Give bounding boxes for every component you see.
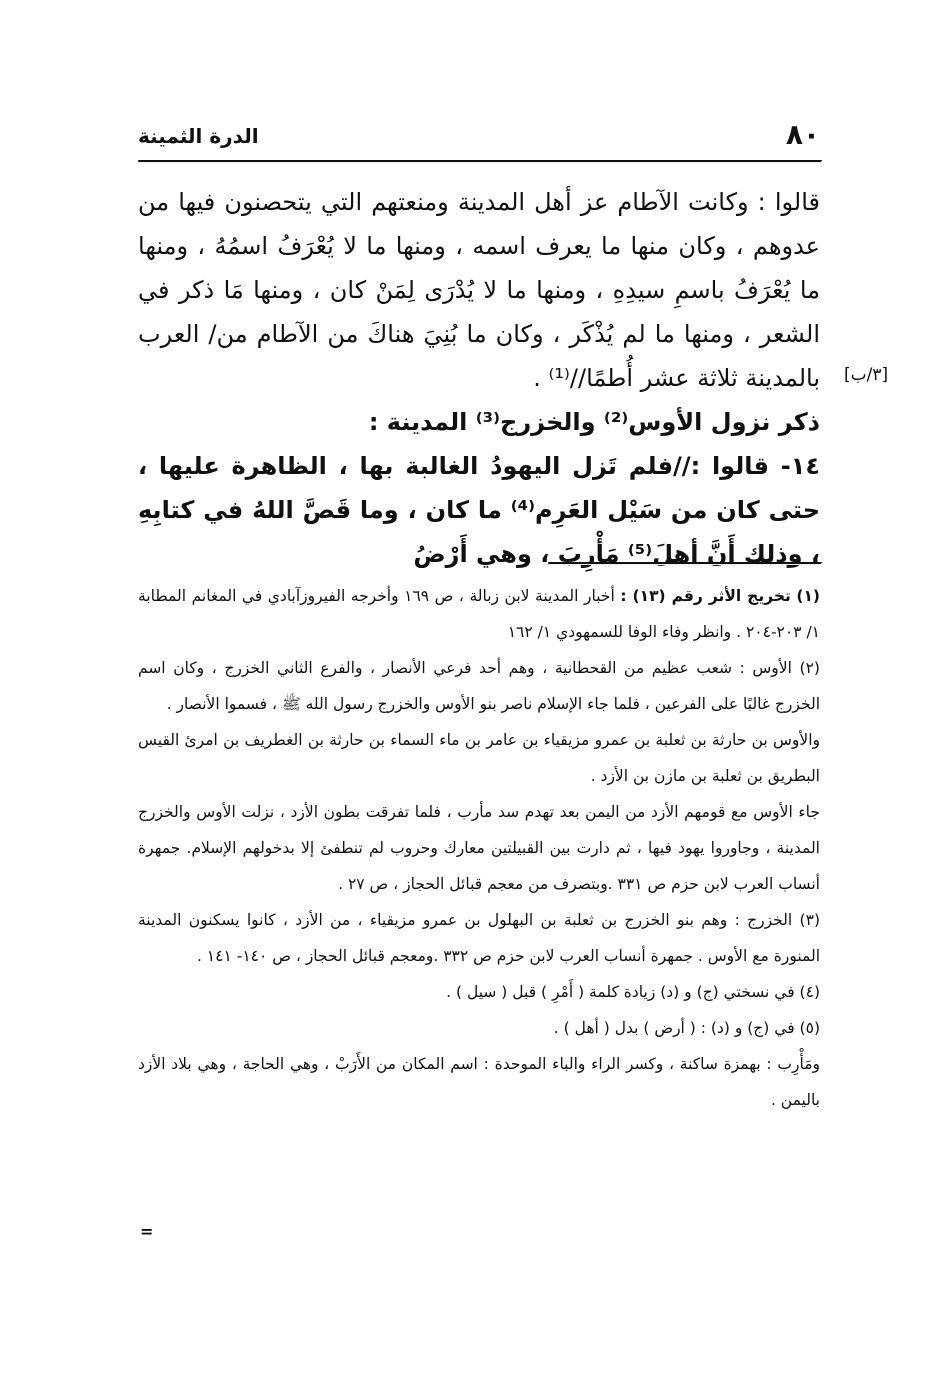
footnote-4: [138, 974, 820, 1010]
footnote-2-number: (٢): [799, 659, 820, 677]
page-header: [138, 118, 820, 156]
footnote-2-paragraph-3: جاء الأوس مع قومهم الأزد من اليمن بعد تهدم سد مأرب ، فلما تفرقت بطون الأزد ، نزلت الأوس والخزرج المدينة ، وجاوروا يهود فيها ، ثم دارت بين القبيلتين معارك وحروب لم تنطفئ إلا بدخولهم الإسلام. جمهرة أنساب العرب لابن حزم ص ٣٣١ .وبتصرف من معجم قبائل الحجاز ، ص ٢٧ .: [138, 803, 820, 893]
footnote-3-number: (٣): [799, 911, 820, 929]
footnote-2: [138, 650, 820, 722]
footnote-1-number: (١): [796, 587, 821, 605]
manuscript-folio-reference: [٣/ب]: [844, 365, 889, 385]
footnote-5-number: (٥): [799, 1019, 820, 1037]
footnote-5-text: في (ج) و (د) : ( أرض ) بدل ( أهل ) .: [553, 1019, 795, 1037]
footnote-4-text: في نسختي (ج) و (د) زيادة كلمة ( أَمْرِ ) قبل ( سيل ) .: [446, 983, 795, 1001]
footnotes: [138, 578, 820, 1118]
footnote-1-text: أخبار المدينة لابن زبالة ، ص ١٦٩ وأخرجه الفيروزآبادي في المغانم المطابة ١/ ٢٠٣-٢٠٤ . وانظر وفاء الوفا للسمهودي ١/ ١٦٢: [138, 587, 820, 641]
footnote-5-paragraph-2: ومَأْرِب : بهمزة ساكنة ، وكسر الراء والباء الموحدة : اسم المكان من الأَرَبْ ، وهي الحاجة ، وهي بلاد الأزد باليمن .: [138, 1055, 820, 1109]
footnote-2-text: الأوس : شعب عظيم من القحطانية ، وهم أحد فرعي الأنصار ، والفرع الثاني الخزرج ، وكان اسم الخزرج غالبًا على الفرعين ، فلما جاء الإسلام ناصر بنو الأوس والخزرج رسول الله ﷺ ، فسموا الأنصار .: [138, 659, 820, 713]
section-heading: ذكر نزول الأوس⁽²⁾ والخزرج⁽³⁾ المدينة :: [368, 408, 820, 436]
footnote-5: [138, 1010, 820, 1046]
footnote-3-text: الخزرج : وهم بنو الخزرج بن ثعلبة بن البهلول بن عمرو مزيقياء ، من الأزد ، كانوا يسكنون المدينة المنورة مع الأوس . جمهرة أنساب العرب لابن حزم ص ٣٣٢ .ومعجم قبائل الحجاز ، ص ١٤٠- ١٤١ .: [138, 911, 820, 965]
footnote-2-paragraph-2: والأوس بن حارثة بن ثعلبة بن عمرو مزيقياء بن عامر بن ماء السماء بن حارثة بن الغطريف بن امرئ القيس البطريق بن ثعلبة بن مازن بن الأزد .: [138, 731, 820, 785]
header-rule: [138, 160, 822, 163]
footnote-3: [138, 902, 820, 974]
book-title: الدرة الثمينة: [138, 124, 259, 148]
main-text: [138, 180, 820, 576]
page-number: ٨٠: [785, 118, 820, 151]
continuation-mark: =: [140, 1222, 154, 1241]
main-paragraph-2: ١٤- قالوا ://فلم تَزل اليهودُ الغالبة بها ، الظاهرة عليها ، حتى كان من سَيْل العَرِم⁽⁴⁾ ما كان ، وما قَصَّ اللهُ في كتابِهِ ، وذلك أَنَّ أهلَ⁽⁵⁾ مَأْرِبَ ، وهي أَرْضُ: [138, 452, 820, 568]
main-paragraph-1: قالوا : وكانت الآطام عز أهل المدينة ومنعتهم التي يتحصنون فيها من عدوهم ، وكان منها ما يعرف اسمه ، ومنها ما لا يُعْرَفُ اسمُهُ ، ومنها ما يُعْرَفُ باسمِ سيدِهِ ، ومنها ما لا يُدْرَى لِمَنْ كان ، ومنها مَا ذكر في الشعر ، ومنها ما لم يُذْكَر ، وكان ما بُنِيَ هناكَ من الآطام من/ العرب بالمدينة ثلاثة عشر أُطمًا//⁽¹⁾ .: [138, 188, 820, 392]
footnote-1-label: تخريج الأثر رقم (١٣) :: [620, 587, 791, 605]
footnote-4-number: (٤): [799, 983, 820, 1001]
footnote-1: [138, 578, 820, 650]
footnotes-separator: [548, 562, 822, 565]
